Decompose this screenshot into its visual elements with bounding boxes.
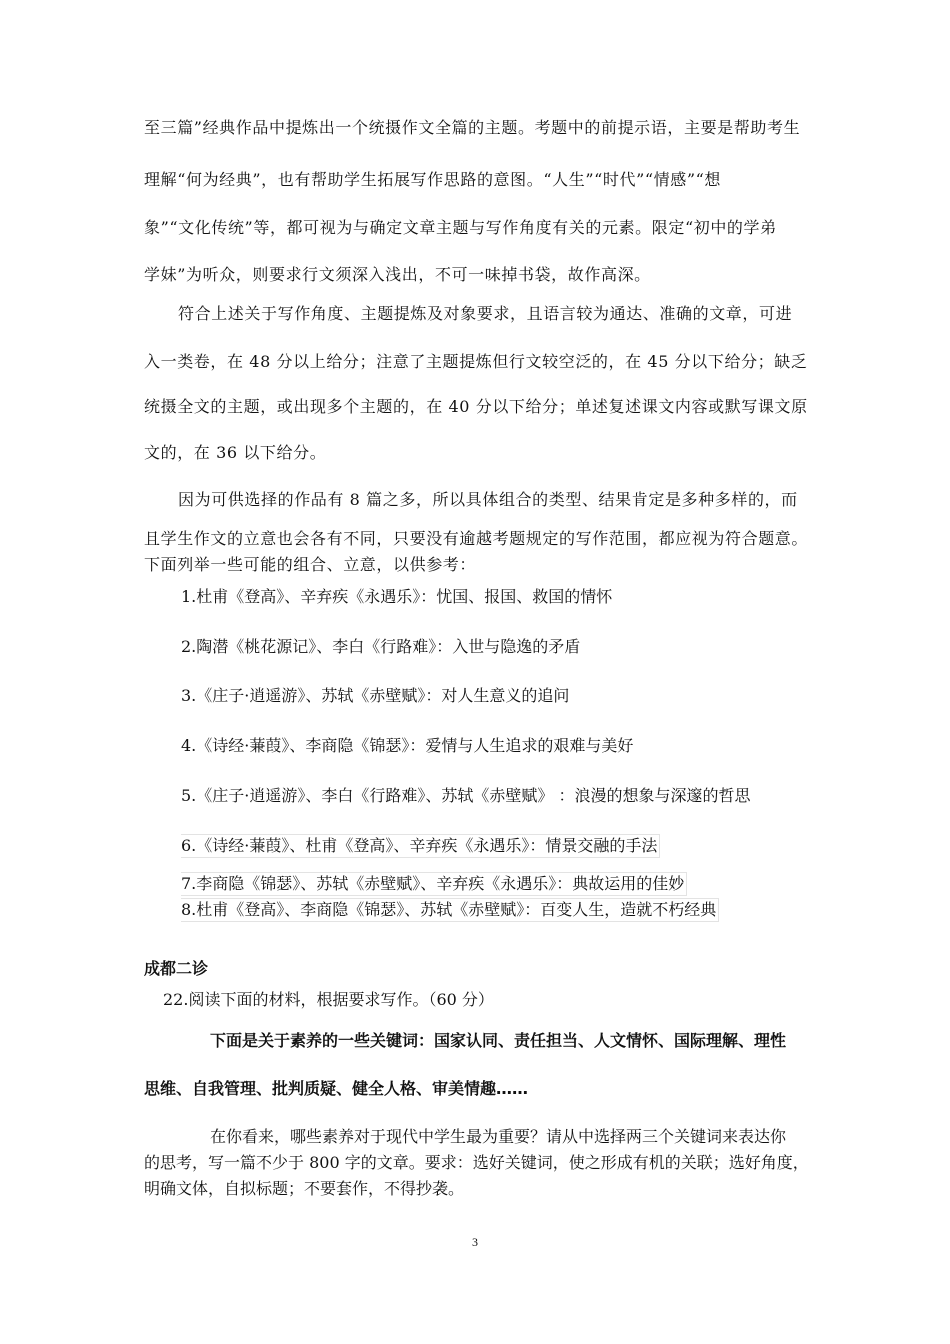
requirement-line: 明确文体，自拟标题；不要套作，不得抄袭。 bbox=[144, 1179, 465, 1198]
requirement-line: 的思考，写一篇不少于 800 字的文章。要求：选好关键词，使之形成有机的关联；选好角度， bbox=[144, 1153, 809, 1172]
list-item: 7.李商隐《锦瑟》、苏轼《赤壁赋》、辛弃疾《永遇乐》：典故运用的佳妙 bbox=[181, 872, 687, 896]
paragraph-line: 统摄全文的主题，或出现多个主题的，在 40 分以下给分；单述复述课文内容或默写课文原 bbox=[144, 397, 808, 416]
list-item: 2.陶潜《桃花源记》、李白《行路难》：入世与隐逸的矛盾 bbox=[181, 637, 581, 656]
list-item: 6.《诗经·蒹葭》、杜甫《登高》、辛弃疾《永遇乐》：情景交融的手法 bbox=[181, 834, 660, 858]
paragraph-line: 理解“何为经典”，也有帮助学生拓展写作思路的意图。“人生”“时代”“情感”“想 bbox=[144, 170, 722, 189]
list-item: 3.《庄子·逍遥游》、苏轼《赤壁赋》：对人生意义的追问 bbox=[181, 686, 570, 705]
section-heading: 成都二诊 bbox=[144, 959, 209, 978]
paragraph-line: 文的，在 36 以下给分。 bbox=[144, 443, 327, 462]
paragraph-line: 因为可供选择的作品有 8 篇之多，所以具体组合的类型、结果肯定是多种多样的，而 bbox=[178, 490, 798, 509]
keywords-line: 下面是关于素养的一些关键词：国家认同、责任担当、人文情怀、国际理解、理性 bbox=[210, 1031, 787, 1050]
paragraph-line: 且学生作文的立意也会各有不同，只要没有逾越考题规定的写作范围，都应视为符合题意。 bbox=[144, 529, 809, 548]
paragraph-line: 学妹”为听众，则要求行文须深入浅出，不可一味掉书袋，故作高深。 bbox=[144, 265, 651, 284]
list-item: 4.《诗经·蒹葭》、李商隐《锦瑟》：爱情与人生追求的艰难与美好 bbox=[181, 736, 634, 755]
page-number: 3 bbox=[472, 1235, 478, 1249]
list-item: 5.《庄子·逍遥游》、李白《行路难》、苏轼《赤壁赋》 ：浪漫的想象与深邃的哲思 bbox=[181, 786, 751, 805]
paragraph-line: 符合上述关于写作角度、主题提炼及对象要求，且语言较为通达、准确的文章，可进 bbox=[178, 304, 793, 323]
keywords-line: 思维、自我管理、批判质疑、健全人格、审美情趣…… bbox=[144, 1079, 529, 1098]
paragraph-line: 至三篇”经典作品中提炼出一个统摄作文全篇的主题。考题中的前提示语，主要是帮助考生 bbox=[144, 118, 801, 137]
paragraph-line: 象”“文化传统”等，都可视为与确定文章主题与写作角度有关的元素。限定“初中的学弟 bbox=[144, 218, 777, 237]
question-title: 22.阅读下面的材料，根据要求写作。（60 分） bbox=[163, 990, 494, 1009]
requirement-line: 在你看来，哪些素养对于现代中学生最为重要？请从中选择两三个关键词来表达你 bbox=[210, 1127, 787, 1146]
paragraph-line: 入一类卷，在 48 分以上给分；注意了主题提炼但行文较空泛的，在 45 分以下给分；缺乏 bbox=[144, 352, 808, 371]
paragraph-line: 下面列举一些可能的组合、立意，以供参考： bbox=[144, 555, 477, 574]
list-item: 8.杜甫《登高》、李商隐《锦瑟》、苏轼《赤壁赋》：百变人生，造就不朽经典 bbox=[181, 898, 719, 922]
list-item: 1.杜甫《登高》、辛弃疾《永遇乐》：忧国、报国、救国的情怀 bbox=[181, 587, 613, 606]
